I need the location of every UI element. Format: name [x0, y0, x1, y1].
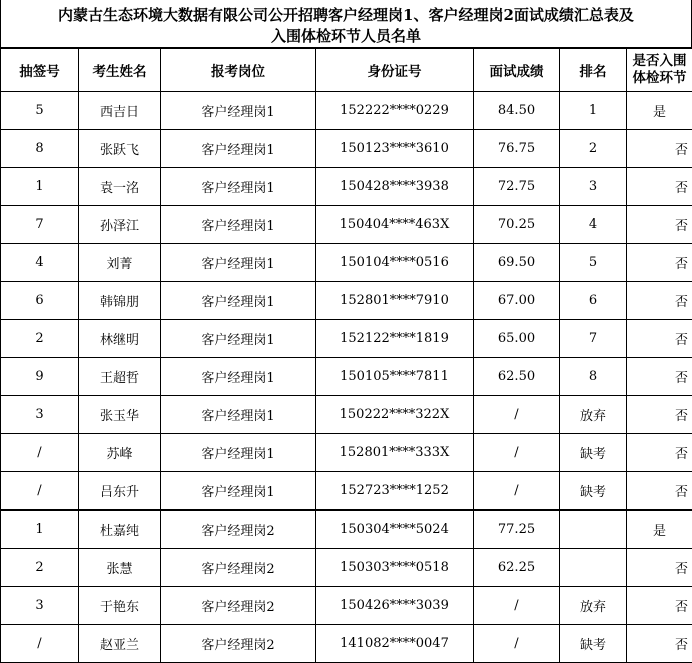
cell-name: 于艳东: [79, 587, 161, 625]
table-row: [1, 587, 692, 625]
cell-id-number: 150222****322X: [316, 396, 474, 434]
table-row: [1, 358, 692, 396]
cell-id-number: 152122****1819: [316, 320, 474, 358]
header-post: 报考岗位: [161, 49, 316, 92]
cell-post: 客户经理岗2: [161, 587, 316, 625]
cell-rank: 缺考: [560, 472, 627, 511]
cell-draw-number: 1: [1, 168, 79, 206]
cell-rank: 8: [560, 358, 627, 396]
cell-rank: 4: [560, 206, 627, 244]
cell-id-number: 152801****333X: [316, 434, 474, 472]
header-row: [1, 49, 692, 92]
cell-interview-score: /: [474, 434, 560, 472]
cell-name: 韩锦朋: [79, 282, 161, 320]
cell-post: 客户经理岗1: [161, 472, 316, 511]
table-row: [1, 434, 692, 472]
cell-rank: 放弃: [560, 396, 627, 434]
cell-shortlisted: 是: [627, 510, 692, 549]
cell-shortlisted: 是: [627, 92, 692, 130]
cell-draw-number: 1: [1, 510, 79, 549]
cell-id-number: 141082****0047: [316, 625, 474, 663]
cell-post: 客户经理岗1: [161, 168, 316, 206]
table-row: [1, 625, 692, 663]
table-row: [1, 282, 692, 320]
table-row: [1, 510, 692, 549]
cell-name: 王超哲: [79, 358, 161, 396]
cell-name: 吕东升: [79, 472, 161, 511]
table-row: [1, 130, 692, 168]
header-shortlisted: 是否入围体检环节: [627, 49, 692, 92]
header-id-number: 身份证号: [316, 49, 474, 92]
cell-name: 西吉日: [79, 92, 161, 130]
cell-interview-score: /: [474, 472, 560, 511]
cell-interview-score: 62.25: [474, 549, 560, 587]
cell-interview-score: 72.75: [474, 168, 560, 206]
cell-draw-number: 4: [1, 244, 79, 282]
cell-post: 客户经理岗1: [161, 434, 316, 472]
cell-post: 客户经理岗1: [161, 244, 316, 282]
cell-shortlisted: 否: [627, 168, 692, 206]
table-row: [1, 472, 692, 511]
table-row: [1, 206, 692, 244]
cell-interview-score: 69.50: [474, 244, 560, 282]
cell-name: 张玉华: [79, 396, 161, 434]
cell-interview-score: 67.00: [474, 282, 560, 320]
cell-shortlisted: 否: [627, 472, 692, 511]
cell-name: 赵亚兰: [79, 625, 161, 663]
cell-id-number: 150303****0518: [316, 549, 474, 587]
header-interview-score: 面试成绩: [474, 49, 560, 92]
cell-rank: 2: [560, 130, 627, 168]
table-row: [1, 244, 692, 282]
cell-id-number: 150426****3039: [316, 587, 474, 625]
cell-id-number: 152222****0229: [316, 92, 474, 130]
cell-name: 袁一洺: [79, 168, 161, 206]
cell-name: 林继明: [79, 320, 161, 358]
cell-name: 苏峰: [79, 434, 161, 472]
cell-post: 客户经理岗1: [161, 130, 316, 168]
cell-shortlisted: 否: [627, 396, 692, 434]
cell-interview-score: 84.50: [474, 92, 560, 130]
cell-id-number: 150428****3938: [316, 168, 474, 206]
table-row: [1, 168, 692, 206]
cell-rank: 放弃: [560, 587, 627, 625]
cell-rank: 缺考: [560, 625, 627, 663]
cell-draw-number: /: [1, 625, 79, 663]
cell-post: 客户经理岗2: [161, 625, 316, 663]
cell-draw-number: 9: [1, 358, 79, 396]
cell-name: 张跃飞: [79, 130, 161, 168]
cell-draw-number: 3: [1, 396, 79, 434]
cell-interview-score: 65.00: [474, 320, 560, 358]
cell-shortlisted: 否: [627, 320, 692, 358]
cell-draw-number: 2: [1, 320, 79, 358]
header-rank: 排名: [560, 49, 627, 92]
cell-id-number: 150104****0516: [316, 244, 474, 282]
cell-post: 客户经理岗1: [161, 396, 316, 434]
cell-draw-number: 2: [1, 549, 79, 587]
table-row: [1, 396, 692, 434]
cell-draw-number: 3: [1, 587, 79, 625]
cell-draw-number: /: [1, 434, 79, 472]
cell-post: 客户经理岗2: [161, 510, 316, 549]
results-table: [0, 48, 692, 663]
cell-shortlisted: 否: [627, 625, 692, 663]
cell-interview-score: 77.25: [474, 510, 560, 549]
cell-rank: 7: [560, 320, 627, 358]
cell-shortlisted: 否: [627, 244, 692, 282]
cell-interview-score: /: [474, 587, 560, 625]
cell-rank: 缺考: [560, 434, 627, 472]
cell-rank: 1: [560, 92, 627, 130]
cell-shortlisted: 否: [627, 434, 692, 472]
cell-shortlisted: 否: [627, 358, 692, 396]
cell-rank: [560, 510, 627, 549]
cell-draw-number: 5: [1, 92, 79, 130]
cell-name: 刘菁: [79, 244, 161, 282]
header-draw-number: 抽签号: [1, 49, 79, 92]
cell-shortlisted: 否: [627, 206, 692, 244]
sheet-title: [0, 0, 692, 48]
cell-post: 客户经理岗1: [161, 206, 316, 244]
table-row: [1, 92, 692, 130]
cell-id-number: 152801****7910: [316, 282, 474, 320]
cell-interview-score: /: [474, 625, 560, 663]
cell-draw-number: 7: [1, 206, 79, 244]
table-row: [1, 320, 692, 358]
header-name: 考生姓名: [79, 49, 161, 92]
cell-rank: [560, 549, 627, 587]
cell-interview-score: 62.50: [474, 358, 560, 396]
cell-draw-number: /: [1, 472, 79, 511]
cell-post: 客户经理岗1: [161, 320, 316, 358]
cell-draw-number: 8: [1, 130, 79, 168]
cell-post: 客户经理岗2: [161, 549, 316, 587]
cell-rank: 3: [560, 168, 627, 206]
cell-id-number: 152723****1252: [316, 472, 474, 511]
cell-draw-number: 6: [1, 282, 79, 320]
cell-shortlisted: 否: [627, 130, 692, 168]
cell-name: 张慧: [79, 549, 161, 587]
cell-shortlisted: 否: [627, 282, 692, 320]
cell-shortlisted: 否: [627, 549, 692, 587]
title-line-2: 入围体检环节人员名单: [1, 25, 691, 46]
cell-post: 客户经理岗1: [161, 282, 316, 320]
table-row: [1, 549, 692, 587]
cell-post: 客户经理岗1: [161, 92, 316, 130]
cell-id-number: 150404****463X: [316, 206, 474, 244]
cell-name: 杜嘉纯: [79, 510, 161, 549]
cell-shortlisted: 否: [627, 587, 692, 625]
cell-interview-score: 76.75: [474, 130, 560, 168]
cell-rank: 6: [560, 282, 627, 320]
cell-id-number: 150304****5024: [316, 510, 474, 549]
cell-rank: 5: [560, 244, 627, 282]
cell-interview-score: 70.25: [474, 206, 560, 244]
cell-name: 孙泽江: [79, 206, 161, 244]
cell-id-number: 150105****7811: [316, 358, 474, 396]
cell-interview-score: /: [474, 396, 560, 434]
cell-post: 客户经理岗1: [161, 358, 316, 396]
title-line-1: 内蒙古生态环境大数据有限公司公开招聘客户经理岗1、客户经理岗2面试成绩汇总表及: [1, 4, 691, 25]
cell-id-number: 150123****3610: [316, 130, 474, 168]
